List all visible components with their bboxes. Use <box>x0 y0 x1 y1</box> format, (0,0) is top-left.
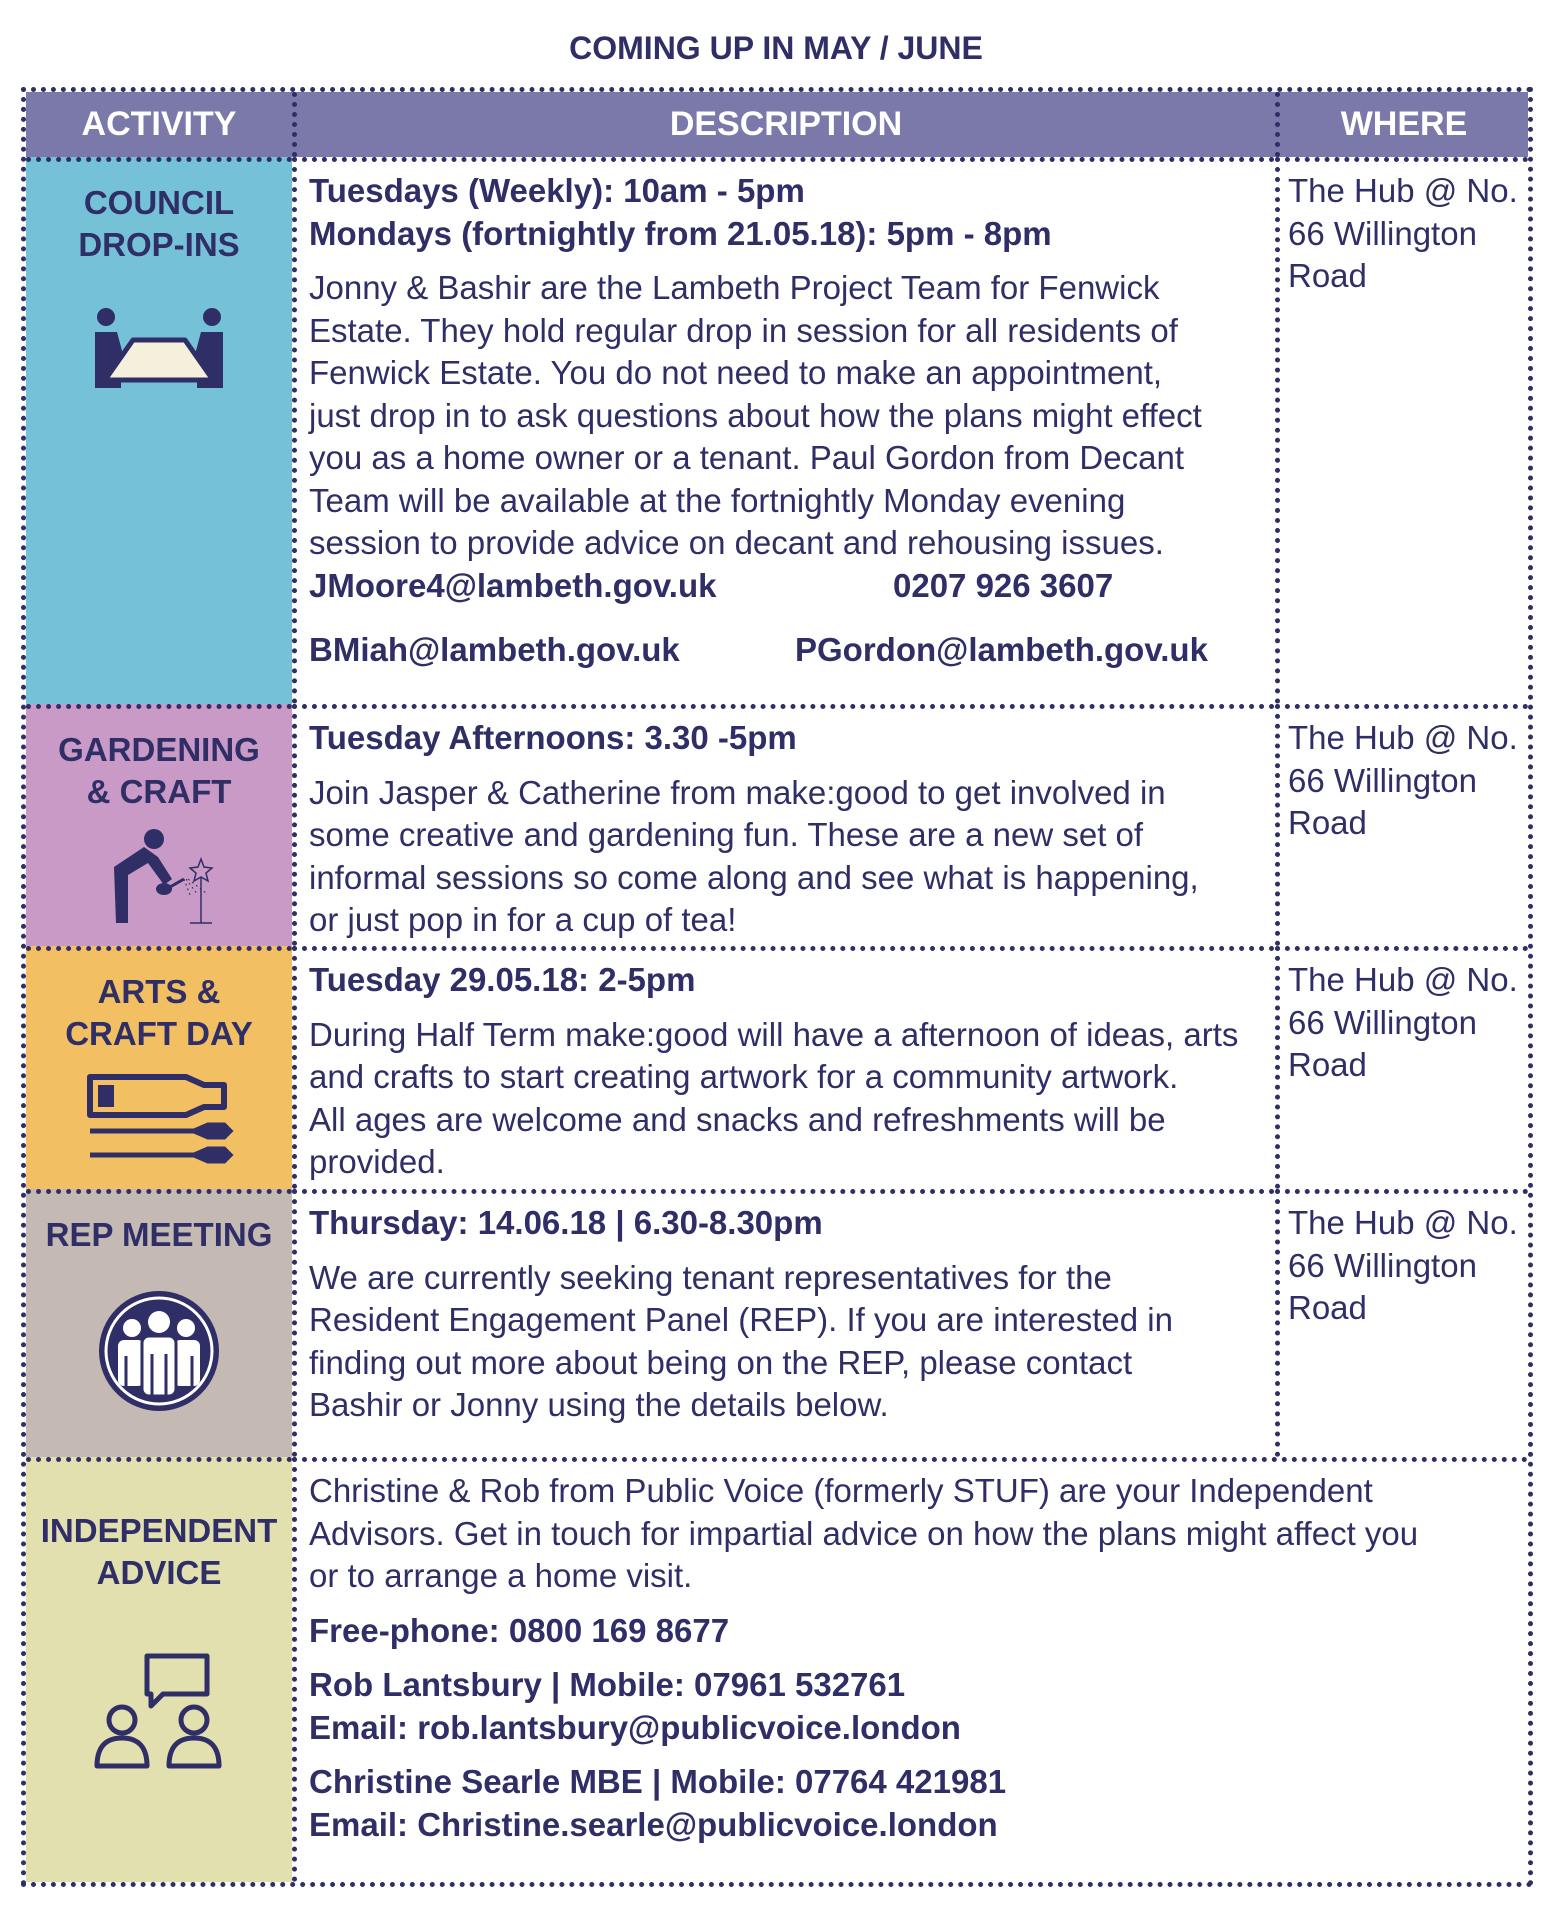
description-line: just drop in to ask questions about how the plans might effect <box>309 396 1202 434</box>
where-line: Road <box>1288 257 1367 294</box>
description-line: Christine & Rob from Public Voice (formerly STUF) are your Independent <box>309 1472 1373 1509</box>
description-line: provided. <box>309 1143 445 1180</box>
email-link-jmoore[interactable]: JMoore4@lambeth.gov.uk <box>309 566 717 604</box>
where-line: Road <box>1288 1046 1367 1083</box>
activity-label-line: DROP-INS <box>78 226 240 263</box>
description-line: some creative and gardening fun. These are a new set of <box>309 816 1144 853</box>
description-line: finding out more about being on the REP, please contact <box>309 1343 1133 1381</box>
schedule-time: Tuesday Afternoons: 3.30 -5pm <box>309 719 797 756</box>
activity-label-line: GARDENING <box>58 731 260 768</box>
activity-label-line: CRAFT DAY <box>65 1015 253 1052</box>
activity-label-line: INDEPENDENT <box>40 1512 278 1549</box>
activity-label-line: ADVICE <box>96 1554 222 1591</box>
schedule-time: Tuesday 29.05.18: 2-5pm <box>309 961 696 998</box>
paint-tools-icon <box>84 1067 234 1167</box>
activity-council-drop-ins <box>26 157 292 704</box>
email-link-pgordon[interactable]: PGordon@lambeth.gov.uk <box>795 631 1208 668</box>
freephone-number[interactable]: Free-phone: 0800 169 8677 <box>309 1611 730 1649</box>
description-line: and crafts to start creating artwork for a community artwork. <box>309 1058 1179 1095</box>
where-rep-meeting <box>1275 1189 1528 1457</box>
christine-email-link[interactable]: Email: Christine.searle@publicvoice.london <box>309 1805 998 1843</box>
where-line: The Hub @ No. <box>1288 172 1518 209</box>
contact-line <box>309 565 1267 608</box>
rob-contact-line: Rob Lantsbury | Mobile: 07961 532761 <box>309 1666 906 1703</box>
description-line: informal sessions so come along and see what is happening, <box>309 858 1199 896</box>
description-council-drop-ins <box>292 157 1275 704</box>
where-gardening-craft <box>1275 704 1528 946</box>
email-link-bmiah[interactable]: BMiah@lambeth.gov.uk <box>309 631 680 668</box>
where-line: 66 Willington <box>1288 1003 1477 1041</box>
schedule-time: Tuesdays (Weekly): 10am - 5pm <box>309 172 805 209</box>
description-arts-craft-day <box>292 946 1275 1189</box>
description-line: Bashir or Jonny using the details below. <box>309 1386 889 1423</box>
schedule-time: Thursday: 14.06.18 | 6.30-8.30pm <box>309 1204 823 1241</box>
where-line: 66 Willington <box>1288 761 1477 799</box>
description-line: Resident Engagement Panel (REP). If you are interested in <box>309 1301 1173 1338</box>
activity-table <box>21 87 1533 1887</box>
description-line: Fenwick Estate. You do not need to make an appointment, <box>309 354 1163 391</box>
where-line: The Hub @ No. <box>1288 961 1518 998</box>
advice-chat-icon <box>89 1650 229 1770</box>
activity-arts-craft-day <box>26 946 292 1189</box>
where-line: 66 Willington <box>1288 1246 1477 1284</box>
where-council-drop-ins <box>1275 157 1528 704</box>
where-line: The Hub @ No. <box>1288 719 1518 756</box>
phone-number[interactable]: 0207 926 3607 <box>893 566 1114 604</box>
header-activity: ACTIVITY <box>26 92 292 157</box>
description-line: Team will be available at the fortnightly Monday evening <box>309 481 1126 519</box>
description-line: All ages are welcome and snacks and refreshments will be <box>309 1100 1166 1138</box>
description-line: Advisors. Get in touch for impartial advice on how the plans might affect you <box>309 1514 1419 1552</box>
description-line: Join Jasper & Catherine from make:good to get involved in <box>309 773 1166 811</box>
description-independent-advice <box>292 1457 1528 1882</box>
description-line: or just pop in for a cup of tea! <box>309 901 737 938</box>
where-line: The Hub @ No. <box>1288 1204 1518 1241</box>
group-icon <box>94 1286 224 1416</box>
description-line: We are currently seeking tenant representatives for the <box>309 1258 1112 1296</box>
activity-label-line: & CRAFT <box>86 773 232 810</box>
description-line: Estate. They hold regular drop in session for all residents of <box>309 311 1178 349</box>
activity-label-line: REP MEETING <box>45 1216 273 1253</box>
christine-contact-line: Christine Searle MBE | Mobile: 07764 421981 <box>309 1763 1007 1800</box>
schedule-time: Mondays (fortnightly from 21.05.18): 5pm - 8pm <box>309 214 1052 252</box>
activity-gardening-craft <box>26 704 292 946</box>
activity-rep-meeting <box>26 1189 292 1457</box>
page-title: COMING UP IN MAY / JUNE <box>569 30 983 66</box>
activity-label-line: ARTS & <box>97 973 221 1010</box>
meeting-table-icon <box>89 306 229 396</box>
watering-person-icon <box>104 827 214 927</box>
where-line: Road <box>1288 1289 1367 1326</box>
where-arts-craft-day <box>1275 946 1528 1189</box>
description-line: you as a home owner or a tenant. Paul Gordon from Decant <box>309 439 1184 476</box>
description-line: During Half Term make:good will have a afternoon of ideas, arts <box>309 1015 1239 1053</box>
description-line: session to provide advice on decant and rehousing issues. <box>309 524 1164 561</box>
rob-email-link[interactable]: Email: rob.lantsbury@publicvoice.london <box>309 1708 961 1746</box>
header-description: DESCRIPTION <box>292 92 1275 157</box>
where-line: 66 Willington <box>1288 214 1477 252</box>
description-line: Jonny & Bashir are the Lambeth Project Team for Fenwick <box>309 269 1160 306</box>
description-line: or to arrange a home visit. <box>309 1557 693 1594</box>
where-line: Road <box>1288 804 1367 841</box>
description-gardening-craft <box>292 704 1275 946</box>
activity-independent-advice <box>26 1457 292 1882</box>
description-rep-meeting <box>292 1189 1275 1457</box>
contact-line <box>309 629 1267 672</box>
activity-label-line: COUNCIL <box>83 184 235 221</box>
header-where: WHERE <box>1275 92 1528 157</box>
